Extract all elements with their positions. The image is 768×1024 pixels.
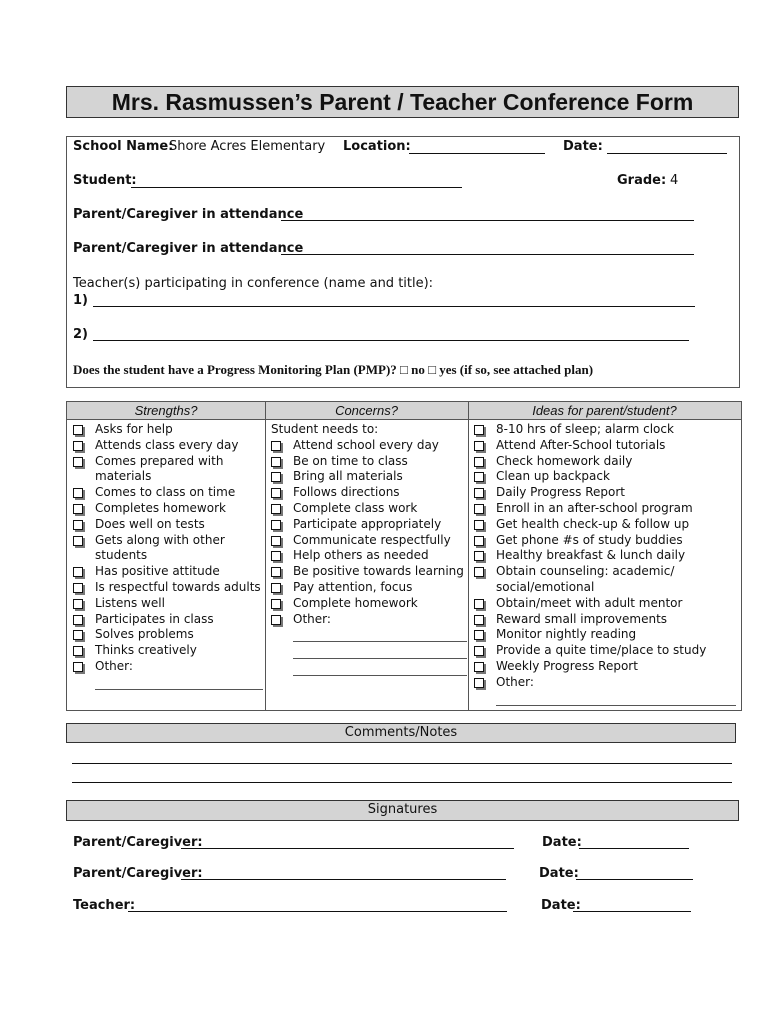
checklist-table	[66, 401, 742, 711]
concern-item-label: Participate appropriately	[293, 516, 442, 531]
idea-item[interactable]	[474, 438, 736, 454]
idea-item-label: Monitor nightly reading	[496, 627, 637, 642]
concern-item-label: Complete class work	[293, 500, 418, 515]
checkbox-icon[interactable]	[271, 457, 281, 467]
strength-other-line[interactable]	[95, 675, 263, 690]
teacher-1-label: 1)	[73, 293, 88, 308]
checkbox-icon[interactable]	[474, 536, 484, 546]
checkbox-icon[interactable]	[474, 630, 484, 640]
checkbox-icon[interactable]	[271, 441, 281, 451]
checkbox-icon[interactable]	[73, 630, 83, 640]
idea-item[interactable]	[474, 485, 736, 501]
idea-item[interactable]	[474, 454, 736, 470]
sig-date-field-2[interactable]	[576, 879, 693, 880]
concern-item-label: Complete homework	[293, 595, 418, 610]
strength-item-label: Attends class every day	[95, 437, 239, 452]
checkbox-icon[interactable]	[73, 504, 83, 514]
concern-other-line[interactable]	[293, 644, 467, 659]
sig-teacher-label: Teacher:	[73, 898, 136, 913]
teachers-label: Teacher(s) participating in conference (name and title):	[73, 276, 434, 291]
strength-item-label: Solves problems	[95, 627, 194, 642]
strength-item[interactable]	[73, 643, 263, 659]
concern-item-label: Be positive towards learning	[293, 564, 464, 579]
checkbox-icon[interactable]	[271, 599, 281, 609]
idea-item-label: Weekly Progress Report	[496, 658, 638, 673]
location-field[interactable]	[409, 153, 545, 154]
concern-item[interactable]	[271, 564, 467, 580]
strength-item-label: Thinks creatively	[95, 643, 197, 658]
checkbox-icon[interactable]	[474, 646, 484, 656]
concern-item[interactable]	[271, 517, 467, 533]
strength-item-label: Gets along with other students	[95, 532, 225, 563]
student-label: Student:	[73, 173, 137, 188]
strengths-list	[73, 422, 263, 692]
checkbox-icon[interactable]	[73, 599, 83, 609]
checkbox-icon[interactable]	[73, 425, 83, 435]
concern-item[interactable]	[271, 548, 467, 564]
idea-item-label: Attend After-School tutorials	[496, 437, 666, 452]
strength-item-label: Comes prepared with materials	[95, 453, 224, 484]
concern-item[interactable]	[271, 596, 467, 612]
checkbox-icon[interactable]	[73, 536, 83, 546]
teacher-2-field[interactable]	[93, 340, 689, 341]
checkbox-icon[interactable]	[271, 583, 281, 593]
idea-item[interactable]	[474, 675, 736, 691]
idea-item-label: Other:	[496, 674, 534, 689]
strength-item[interactable]	[73, 485, 263, 501]
concern-item-label: Other:	[293, 611, 331, 626]
strength-item[interactable]	[73, 422, 263, 438]
idea-item[interactable]	[474, 596, 736, 612]
school-name-value: Shore Acres Elementary	[169, 139, 326, 154]
idea-item[interactable]	[474, 627, 736, 643]
sig-parent-label-1: Parent/Caregiver:	[73, 835, 203, 850]
idea-item[interactable]	[474, 564, 736, 596]
checkbox-icon[interactable]	[474, 457, 484, 467]
checkbox-icon[interactable]	[73, 662, 83, 672]
concern-item[interactable]	[271, 469, 467, 485]
concern-item-label: Follows directions	[293, 485, 400, 500]
grade-value: 4	[670, 173, 679, 188]
checkbox-icon[interactable]	[271, 551, 281, 561]
concern-item-label: Be on time to class	[293, 453, 408, 468]
strength-item-label: Comes to class on time	[95, 485, 236, 500]
idea-item[interactable]	[474, 612, 736, 628]
checkbox-icon[interactable]	[73, 457, 83, 467]
idea-item-label: Get health check-up & follow up	[496, 516, 690, 531]
sig-date-field-3[interactable]	[573, 911, 691, 912]
checkbox-icon[interactable]	[271, 488, 281, 498]
parent-attendance-label-2: Parent/Caregiver in attendance	[73, 241, 304, 256]
concern-item-label: Pay attention, focus	[293, 579, 413, 594]
idea-item-label: Get phone #s of study buddies	[496, 532, 683, 547]
strength-item[interactable]	[73, 533, 263, 565]
grade-label: Grade:	[617, 173, 667, 188]
checkbox-icon[interactable]	[474, 425, 484, 435]
idea-item-label: Obtain counseling: academic/ social/emotional	[496, 564, 675, 594]
idea-item-label: Enroll in an after-school program	[496, 500, 693, 515]
strength-item[interactable]	[73, 438, 263, 454]
idea-item[interactable]	[474, 422, 736, 438]
strength-item-label: Has positive attitude	[95, 564, 220, 579]
parent-attendance-field-2[interactable]	[281, 254, 694, 255]
checkbox-icon[interactable]	[73, 567, 83, 577]
checkbox-icon[interactable]	[474, 520, 484, 530]
sig-date-label-2: Date:	[539, 866, 579, 881]
sig-parent-field-2[interactable]	[181, 879, 506, 880]
idea-item-label: Reward small improvements	[496, 611, 668, 626]
idea-item[interactable]	[474, 469, 736, 485]
parent-attendance-label-1: Parent/Caregiver in attendance	[73, 207, 304, 222]
idea-item[interactable]	[474, 643, 736, 659]
idea-item-label: Clean up backpack	[496, 469, 610, 484]
date-label: Date:	[563, 139, 603, 154]
checkbox-icon[interactable]	[474, 567, 484, 577]
checkbox-icon[interactable]	[271, 536, 281, 546]
checkbox-icon[interactable]	[73, 615, 83, 625]
concern-item-label: Communicate respectfully	[293, 532, 451, 547]
idea-item-label: Healthy breakfast & lunch daily	[496, 548, 686, 563]
header-strengths: Strengths?	[67, 402, 265, 420]
checkbox-icon[interactable]	[73, 488, 83, 498]
column-divider	[265, 402, 266, 710]
teacher-2-label: 2)	[73, 327, 88, 342]
idea-item-label: 8-10 hrs of sleep; alarm clock	[496, 422, 674, 436]
date-field[interactable]	[607, 153, 727, 154]
pmp-question: Does the student have a Progress Monitoring Plan (PMP)? □ no □ yes (if so, see attached plan)	[73, 362, 594, 377]
concern-item[interactable]	[271, 438, 467, 454]
checkbox-icon[interactable]	[474, 488, 484, 498]
checkbox-icon[interactable]	[271, 567, 281, 577]
checkbox-icon[interactable]	[474, 662, 484, 672]
concern-item[interactable]	[271, 485, 467, 501]
comments-header: Comments/Notes	[66, 723, 736, 743]
parent-attendance-field-1[interactable]	[281, 220, 694, 221]
idea-other-line[interactable]	[496, 691, 736, 706]
checkbox-icon[interactable]	[474, 678, 484, 688]
school-name-label: School Name:	[73, 139, 174, 154]
strength-item[interactable]	[73, 627, 263, 643]
strength-item[interactable]	[73, 580, 263, 596]
concern-item-label: Bring all materials	[293, 469, 403, 484]
concern-item[interactable]	[271, 454, 467, 470]
checkbox-icon[interactable]	[271, 504, 281, 514]
idea-item[interactable]	[474, 517, 736, 533]
strength-item[interactable]	[73, 596, 263, 612]
checkbox-icon[interactable]	[271, 520, 281, 530]
idea-item-label: Daily Progress Report	[496, 485, 625, 500]
concern-other-line[interactable]	[293, 661, 467, 676]
checkbox-icon[interactable]	[474, 599, 484, 609]
comments-line[interactable]	[72, 763, 732, 764]
idea-item-label: Check homework daily	[496, 453, 633, 468]
student-field[interactable]	[131, 187, 462, 188]
header-concerns: Concerns?	[265, 402, 468, 420]
strength-item[interactable]	[73, 454, 263, 486]
idea-item-label: Obtain/meet with adult mentor	[496, 595, 683, 610]
strength-item-label: Other:	[95, 658, 133, 673]
checkbox-icon[interactable]	[271, 472, 281, 482]
teacher-1-field[interactable]	[93, 306, 695, 307]
concern-item[interactable]	[271, 501, 467, 517]
idea-item[interactable]	[474, 548, 736, 564]
strength-item[interactable]	[73, 612, 263, 628]
concern-item[interactable]	[271, 580, 467, 596]
strength-item-label: Participates in class	[95, 611, 214, 626]
checkbox-icon[interactable]	[474, 615, 484, 625]
sig-teacher-field[interactable]	[128, 911, 507, 912]
strength-item-label: Asks for help	[95, 422, 173, 436]
concern-item-label: Help others as needed	[293, 548, 429, 563]
checkbox-icon[interactable]	[271, 615, 281, 625]
checkbox-icon[interactable]	[474, 504, 484, 514]
location-label: Location:	[343, 139, 411, 154]
ideas-list	[474, 422, 736, 708]
strength-item-label: Completes homework	[95, 500, 226, 515]
checkbox-icon[interactable]	[73, 646, 83, 656]
column-divider	[468, 402, 469, 710]
strength-item-label: Does well on tests	[95, 516, 205, 531]
header-ideas: Ideas for parent/student?	[468, 402, 741, 420]
sig-parent-label-2: Parent/Caregiver:	[73, 866, 203, 881]
checkbox-icon[interactable]	[73, 520, 83, 530]
sig-parent-field-1[interactable]	[181, 848, 514, 849]
form-title: Mrs. Rasmussen’s Parent / Teacher Conference Form	[66, 86, 739, 118]
idea-item-label: Provide a quite time/place to study	[496, 643, 707, 658]
concern-item-label: Attend school every day	[293, 437, 439, 452]
checkbox-icon[interactable]	[474, 472, 484, 482]
concerns-intro: Student needs to:	[271, 422, 379, 436]
checkbox-icon[interactable]	[474, 441, 484, 451]
sig-date-field-1[interactable]	[579, 848, 689, 849]
strength-item[interactable]	[73, 517, 263, 533]
comments-line[interactable]	[72, 782, 732, 783]
idea-item[interactable]	[474, 533, 736, 549]
idea-item[interactable]	[474, 501, 736, 517]
signatures-header: Signatures	[66, 800, 739, 821]
concerns-list	[271, 422, 467, 678]
sig-date-label-3: Date:	[541, 898, 581, 913]
concern-other-line[interactable]	[293, 627, 467, 642]
checkbox-icon[interactable]	[73, 441, 83, 451]
strength-item[interactable]	[73, 501, 263, 517]
idea-item[interactable]	[474, 659, 736, 675]
strength-item-label: Is respectful towards adults	[95, 579, 261, 594]
sig-date-label-1: Date:	[542, 835, 582, 850]
checkbox-icon[interactable]	[474, 551, 484, 561]
strength-item-label: Listens well	[95, 595, 165, 610]
checkbox-icon[interactable]	[73, 583, 83, 593]
strength-item[interactable]	[73, 564, 263, 580]
concern-item[interactable]	[271, 612, 467, 628]
strength-item[interactable]	[73, 659, 263, 675]
concern-item[interactable]	[271, 533, 467, 549]
